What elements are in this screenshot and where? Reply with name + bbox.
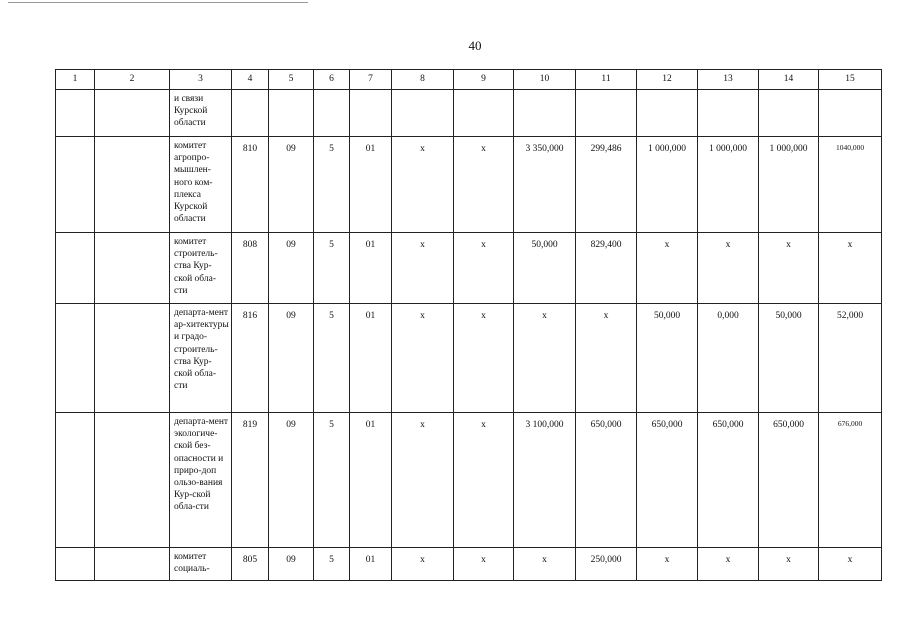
table-cell: 299,486: [576, 137, 637, 233]
table-cell: 09: [269, 413, 314, 548]
table-cell: [454, 90, 514, 137]
table-cell: 676,000: [819, 413, 882, 548]
header-cell: 12: [637, 70, 698, 90]
table-cell: [392, 90, 454, 137]
table-cell: [56, 137, 95, 233]
top-rule: [8, 2, 308, 3]
table-cell: х: [392, 137, 454, 233]
table-cell: х: [392, 413, 454, 548]
table-cell: 805: [232, 548, 269, 581]
table-cell: 1 000,000: [759, 137, 819, 233]
header-cell: 11: [576, 70, 637, 90]
table-cell: 09: [269, 233, 314, 304]
table-cell: 01: [350, 413, 392, 548]
table-cell: 650,000: [698, 413, 759, 548]
table-cell: х: [514, 304, 576, 413]
header-cell: 10: [514, 70, 576, 90]
header-cell: 8: [392, 70, 454, 90]
table-cell: [819, 90, 882, 137]
page-number: 40: [468, 38, 482, 53]
table-cell: [56, 548, 95, 581]
table-cell: [314, 90, 350, 137]
table-cell: [698, 90, 759, 137]
table-cell: 650,000: [759, 413, 819, 548]
table-cell: х: [637, 548, 698, 581]
table-row: [56, 304, 882, 413]
header-cell: 5: [269, 70, 314, 90]
table-cell: х: [454, 548, 514, 581]
table-cell: 808: [232, 233, 269, 304]
table-cell: 5: [314, 304, 350, 413]
table-cell: х: [454, 233, 514, 304]
table-row: [56, 90, 882, 137]
table-cell: 1040,000: [819, 137, 882, 233]
table-cell: 09: [269, 548, 314, 581]
table-cell: х: [454, 137, 514, 233]
table-cell: 01: [350, 304, 392, 413]
table-cell: 1 000,000: [698, 137, 759, 233]
table-cell: 52,000: [819, 304, 882, 413]
table-cell: [269, 90, 314, 137]
table-cell: [56, 413, 95, 548]
table-cell: 50,000: [514, 233, 576, 304]
table-cell: [95, 137, 170, 233]
table-cell: [56, 233, 95, 304]
table-cell: [576, 90, 637, 137]
header-cell: 14: [759, 70, 819, 90]
table-cell: 01: [350, 548, 392, 581]
table-cell: 650,000: [576, 413, 637, 548]
table-cell: 0,000: [698, 304, 759, 413]
table-cell: [95, 413, 170, 548]
table-cell: 829,400: [576, 233, 637, 304]
table-cell: х: [514, 548, 576, 581]
table-row: [56, 413, 882, 548]
header-cell: 13: [698, 70, 759, 90]
table-cell: [95, 233, 170, 304]
table-cell: х: [637, 233, 698, 304]
table-cell: [95, 548, 170, 581]
table-cell: 50,000: [637, 304, 698, 413]
organization-name: департа-мент ар-хитектуры и градо-строитель-ства Кур-ской обла-сти: [170, 304, 232, 413]
table-cell: 01: [350, 233, 392, 304]
header-cell: 15: [819, 70, 882, 90]
table-cell: 810: [232, 137, 269, 233]
table-cell: 1 000,000: [637, 137, 698, 233]
table-cell: [759, 90, 819, 137]
organization-name: комитет агропро-мышлен-ного ком-плекса Курской области: [170, 137, 232, 233]
table-cell: х: [698, 233, 759, 304]
organization-name: и связи Курской области: [170, 90, 232, 137]
organization-name: департа-мент экологиче-ской без-опасности и приро-доп ользо-вания Кур-ской обла-сти: [170, 413, 232, 548]
header-cell: 4: [232, 70, 269, 90]
table-row: [56, 137, 882, 233]
table-cell: 3 100,000: [514, 413, 576, 548]
header-cell: 7: [350, 70, 392, 90]
table-cell: 819: [232, 413, 269, 548]
table-cell: 09: [269, 137, 314, 233]
header-cell: 6: [314, 70, 350, 90]
table-cell: 09: [269, 304, 314, 413]
table-cell: х: [392, 233, 454, 304]
table-cell: 5: [314, 137, 350, 233]
header-cell: 1: [56, 70, 95, 90]
table-cell: [56, 90, 95, 137]
table-cell: х: [819, 233, 882, 304]
table-cell: х: [698, 548, 759, 581]
table-cell: х: [576, 304, 637, 413]
table-cell: [95, 304, 170, 413]
table-cell: х: [392, 548, 454, 581]
table-cell: [56, 304, 95, 413]
header-cell: 2: [95, 70, 170, 90]
table-cell: х: [759, 233, 819, 304]
table-cell: [637, 90, 698, 137]
table-cell: 50,000: [759, 304, 819, 413]
table-cell: 01: [350, 137, 392, 233]
header-row: [56, 70, 882, 90]
table-cell: х: [819, 548, 882, 581]
table-cell: 816: [232, 304, 269, 413]
table-cell: 250,000: [576, 548, 637, 581]
header-cell: 3: [170, 70, 232, 90]
organization-name: комитет строитель-ства Кур-ской обла-сти: [170, 233, 232, 304]
header-cell: 9: [454, 70, 514, 90]
table-cell: [95, 90, 170, 137]
table-cell: 3 350,000: [514, 137, 576, 233]
organization-name: комитет социаль-: [170, 548, 232, 581]
table-cell: х: [454, 304, 514, 413]
table-row: [56, 233, 882, 304]
table-cell: [232, 90, 269, 137]
table-cell: х: [392, 304, 454, 413]
budget-table: [55, 69, 882, 581]
table-cell: 5: [314, 233, 350, 304]
table-cell: х: [454, 413, 514, 548]
table-cell: [514, 90, 576, 137]
table-cell: [350, 90, 392, 137]
table-cell: 5: [314, 548, 350, 581]
table-cell: х: [759, 548, 819, 581]
table-row: [56, 548, 882, 581]
table-cell: 5: [314, 413, 350, 548]
table-cell: 650,000: [637, 413, 698, 548]
